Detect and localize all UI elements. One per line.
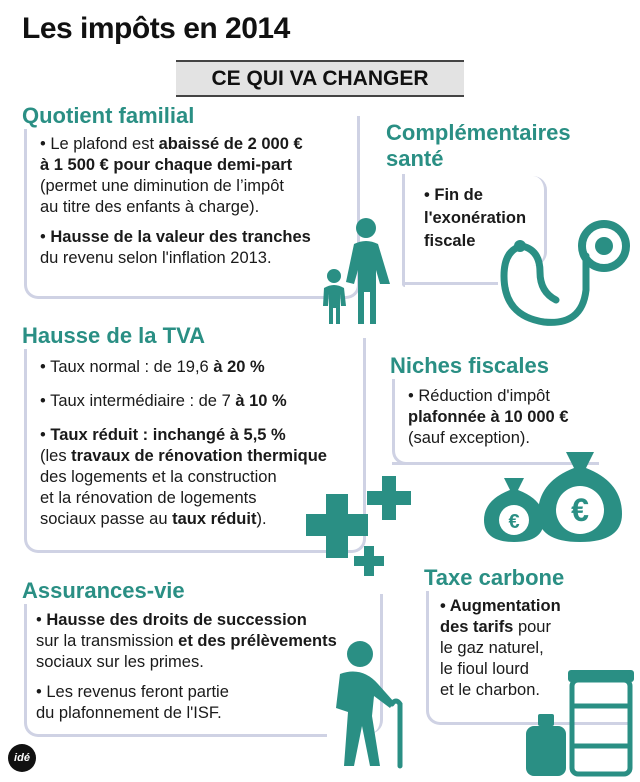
text: le fioul lourd bbox=[440, 660, 529, 678]
euro-symbol-small: € bbox=[508, 511, 520, 533]
text: • bbox=[40, 426, 51, 444]
text: • Taux normal : de 19,6 bbox=[40, 358, 214, 376]
carbone-title: Taxe carbone bbox=[424, 565, 570, 591]
text: sur la transmission bbox=[36, 632, 179, 650]
elderly-person-icon bbox=[322, 640, 412, 770]
text-bold: à 10 % bbox=[235, 392, 287, 410]
euro-symbol-large: € bbox=[571, 492, 589, 528]
text-bold: des tarifs bbox=[440, 618, 514, 636]
money-bags-icon bbox=[482, 438, 630, 546]
text-bold: à 20 % bbox=[213, 358, 265, 376]
text-bold: abaissé de 2 000 € bbox=[158, 135, 303, 153]
text-bold: • Augmentation bbox=[440, 597, 561, 615]
complementaires-title-1: Complémentaires bbox=[386, 120, 577, 146]
text: ). bbox=[256, 510, 267, 528]
text-bold: plafonnée à 10 000 € bbox=[408, 408, 569, 426]
text: • Taux intermédiaire : de 7 bbox=[40, 392, 236, 410]
text-bold: Hausse de la valeur des tranches bbox=[50, 228, 311, 246]
ide-logo: idé bbox=[8, 744, 36, 772]
text: sociaux sur les primes. bbox=[36, 653, 204, 671]
page-title: Les impôts en 2014 bbox=[22, 12, 290, 45]
text: le gaz naturel, bbox=[440, 639, 544, 657]
tva-title: Hausse de la TVA bbox=[22, 323, 211, 349]
plus-signs-icon bbox=[304, 474, 414, 578]
text-bold: • Fin de bbox=[424, 186, 483, 204]
text: au titre des enfants à charge). bbox=[40, 198, 260, 216]
complementaires-title-2: santé bbox=[386, 146, 449, 172]
text: et la rénovation de logements bbox=[40, 489, 257, 507]
text: du plafonnement de l'ISF. bbox=[36, 704, 222, 722]
text: des logements et la construction bbox=[40, 468, 277, 486]
assurances-title: Assurances-vie bbox=[22, 578, 191, 604]
text: pour bbox=[513, 618, 551, 636]
fuel-cans-icon bbox=[524, 662, 636, 778]
subtitle-banner: CE QUI VA CHANGER bbox=[176, 60, 464, 97]
niches-title: Niches fiscales bbox=[390, 353, 555, 379]
text-bold: travaux de rénovation thermique bbox=[71, 447, 327, 465]
complementaires-frame-bottom bbox=[402, 282, 498, 285]
text: sociaux passe au bbox=[40, 510, 173, 528]
text-bold: Taux réduit : inchangé à 5,5 % bbox=[50, 426, 286, 444]
text-bold: à 1 500 € pour chaque demi-part bbox=[40, 156, 293, 174]
text: (sauf exception). bbox=[408, 429, 530, 447]
text: du revenu selon l'inflation 2013. bbox=[40, 249, 272, 267]
text-bold: fiscale bbox=[424, 232, 476, 250]
text: • bbox=[36, 611, 47, 629]
text: (les bbox=[40, 447, 72, 465]
quotient-text bbox=[40, 134, 360, 269]
family-icon bbox=[318, 218, 394, 326]
complementaires-frame bbox=[402, 174, 405, 287]
text: • Les revenus feront partie bbox=[36, 683, 229, 701]
quotient-title: Quotient familial bbox=[22, 103, 200, 129]
text: • Réduction d'impôt bbox=[408, 387, 550, 405]
text-bold: l'exonération bbox=[424, 209, 527, 227]
text: (permet une diminution de l’impôt bbox=[40, 177, 284, 195]
text-bold: et des prélèvements bbox=[178, 632, 337, 650]
text: • bbox=[40, 228, 51, 246]
stethoscope-icon bbox=[494, 216, 636, 336]
text-bold: taux réduit bbox=[172, 510, 257, 528]
text: et le charbon. bbox=[440, 681, 540, 699]
text: • Le plafond est bbox=[40, 135, 159, 153]
text-bold: Hausse des droits de succession bbox=[46, 611, 307, 629]
